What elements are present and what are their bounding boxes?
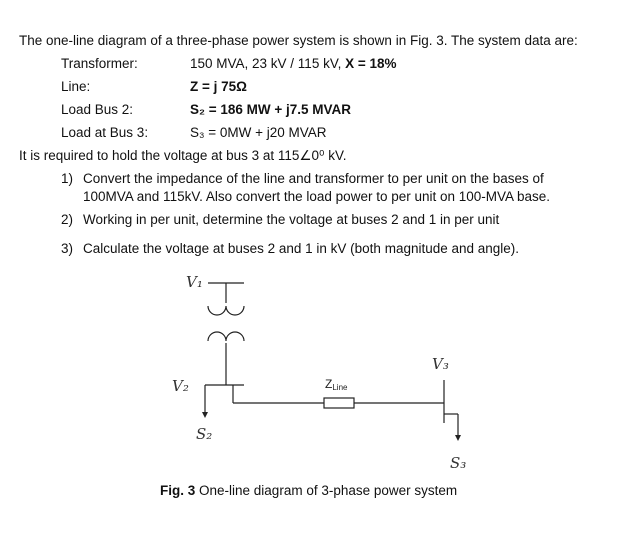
line-value: Z = j 75Ω [190, 79, 247, 94]
question-2: 2) Working in per unit, determine the voltage at buses 2 and 1 in per unit [61, 212, 500, 227]
load-bus2-label: Load Bus 2: [61, 102, 134, 117]
line-label: Line: [61, 79, 91, 94]
v3-label: V₃ [432, 355, 449, 373]
s3-label: S₃ [450, 454, 467, 472]
load-2-arrow [202, 412, 208, 418]
s2-label: S₂ [196, 425, 213, 443]
v1-label: V₁ [186, 273, 203, 291]
load-bus3-label: Load at Bus 3: [61, 125, 149, 140]
transformer-label: Transformer: [61, 56, 138, 71]
question-1-continued: 100MVA and 115kV. Also convert the load power to per unit on 100-MVA base. [83, 189, 551, 204]
zline-label: ZLine [325, 377, 348, 392]
intro-paragraph: The one-line diagram of a three-phase power system is shown in Fig. 3. The system data are: [19, 33, 578, 48]
load-bus2-value: S₂ = 186 MW + j7.5 MVAR [190, 102, 352, 117]
requirement-text: It is required to hold the voltage at bus 3 at 115∠0⁰ kV. [19, 148, 347, 163]
transformer-value: 150 MVA, 23 kV / 115 kV, X = 18% [190, 56, 397, 71]
load-3-arrow [455, 435, 461, 441]
question-3: 3) Calculate the voltage at buses 2 and 1 in kV (both magnitude and angle). [61, 241, 520, 256]
transformer-primary-coil [208, 306, 244, 315]
v2-label: V₂ [172, 377, 189, 395]
line-impedance [324, 398, 354, 408]
load-bus3-value: S₃ = 0MW + j20 MVAR [190, 125, 327, 140]
question-1: 1) Convert the impedance of the line and transformer to per unit on the bases of [61, 171, 544, 186]
figure-caption: Fig. 3 One-line diagram of 3-phase power system [160, 483, 458, 498]
transformer-secondary-coil [208, 332, 244, 341]
